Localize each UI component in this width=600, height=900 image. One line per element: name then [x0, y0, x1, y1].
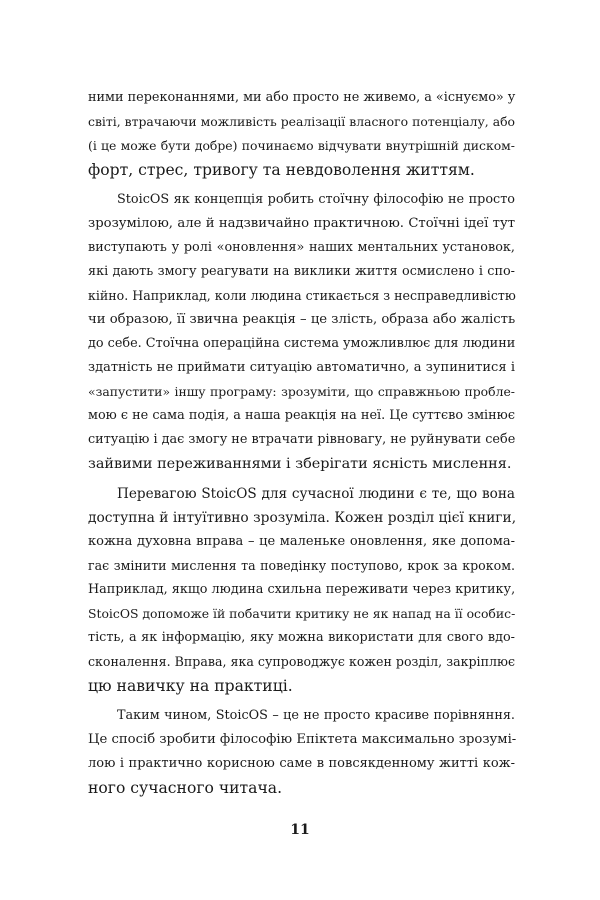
text-line: світі, втрачаючи можливість реалізації власного потенціалу, або [88, 114, 515, 129]
text-line: гає змінити мислення та поведінку поступово, крок за кроком. [88, 558, 515, 573]
text-line: ситуацію і дає змогу не втрачати рівновагу, не руйнувати себе [88, 432, 516, 447]
text-line: цю навичку на практиці. [88, 677, 293, 695]
text-line: форт, стрес, тривогу та невдоволення життям. [88, 161, 475, 179]
text-line: StoicOS допоможе їй побачити критику не як напад на її особис- [88, 606, 516, 621]
text-line: StoicOS як концепція робить стоїчну філософію не просто [117, 192, 515, 207]
text-line: виступають у ролі «оновлення» наших ментальних установок, [88, 240, 515, 255]
text-line: лою і практично корисною саме в повсякденному житті кож- [88, 756, 515, 771]
text-line: «запустити» іншу програму: зрозуміти, що справжньою пробле- [88, 384, 515, 399]
text-line: тість, а як інформацію, яку можна використати для свого вдо- [88, 630, 515, 645]
text-line: до себе. Стоїчна операційна система уможливлює для людини [88, 336, 516, 351]
text-line: кожна духовна вправа – це маленьке оновлення, яке допома- [88, 534, 515, 549]
text-line: ними переконаннями, ми або просто не живемо, а «існуємо» у [88, 90, 516, 105]
text-line: ного сучасного читача. [88, 779, 283, 797]
text-line: Наприклад, якщо людина схильна переживати через критику, [88, 582, 516, 597]
page-number: 11 [290, 822, 310, 838]
text-line: які дають змогу реагувати на виклики життя осмислено і спо- [88, 264, 515, 279]
text-line: Перевагою StoicOS для сучасної людини є те, що вона [117, 486, 515, 502]
text-line: Це спосіб зробити філософію Епіктета максимально зрозумі- [88, 732, 517, 747]
text-line: зрозумілою, але й надзвичайно практичною. Стоїчні ідеї тут [88, 216, 515, 231]
text-line: кійно. Наприклад, коли людина стикається з несправедливістю [88, 288, 516, 303]
text-line: чи образою, її звична реакція – це злість, образа або жалість [88, 312, 516, 327]
text-line: доступна й інтуїтивно зрозуміла. Кожен розділ цієї книги, [88, 510, 517, 526]
text-line: здатність не приймати ситуацію автоматично, а зупинитися і [88, 360, 515, 375]
text-line: сконалення. Вправа, яка супроводжує кожен розділ, закріплює [88, 654, 515, 669]
text-line: мою є не сама подія, а наша реакція на неї. Це суттєво змінює [88, 408, 515, 423]
text-line: зайвими переживаннями і зберігати ясність мислення. [88, 456, 512, 472]
text-line: (і це може бути добре) починаємо відчувати внутрішній диском- [88, 138, 515, 153]
text-line: Таким чином, StoicOS – це не просто красиве порівняння. [117, 708, 515, 723]
